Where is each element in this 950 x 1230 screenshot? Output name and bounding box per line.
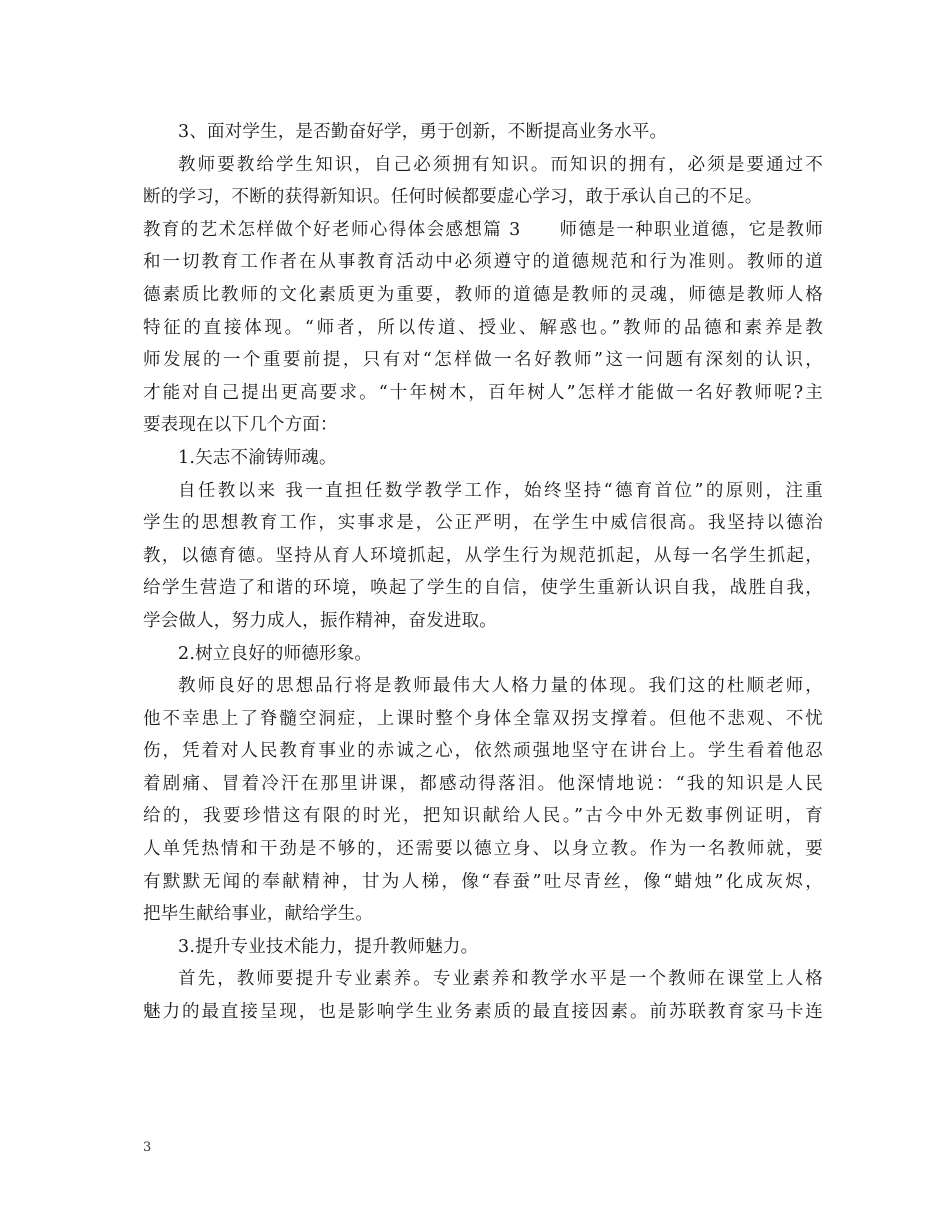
text-line: 学生的思想教育工作，实事求是，公正严明，在学生中威信很高。我坚持以德治 — [143, 513, 823, 534]
text-line: 有默默无闻的奉献精神，甘为人梯，像“春蚕”吐尽青丝，像“蜡烛”化成灰烬， — [143, 871, 823, 892]
page-number: 3 — [143, 1140, 152, 1155]
text-line: 给学生营造了和谐的环境，唤起了学生的自信，使学生重新认识自我，战胜自我， — [143, 578, 823, 599]
text-line: 教师要教给学生知识，自己必须拥有知识。而知识的拥有，必须是要通过不 — [178, 154, 823, 175]
text-line: 教育的艺术怎样做个好老师心得体会感想篇 3 师德是一种职业道德，它是教师 — [143, 219, 823, 240]
text-line: 他不幸患上了脊髓空洞症，上课时整个身体全靠双拐支撑着。但他不悲观、不忧 — [143, 708, 823, 729]
text-line: 人单凭热情和干劲是不够的，还需要以德立身、以身立教。作为一名教师就，要 — [143, 839, 823, 860]
text-line: 伤，凭着对人民教育事业的赤诚之心，依然顽强地坚守在讲台上。学生看着他忍 — [143, 741, 823, 762]
text-line: 要表现在以下几个方面： — [143, 415, 338, 436]
text-line: 1.矢志不渝铸师魂。 — [178, 447, 337, 468]
document-body — [143, 116, 823, 1029]
text-line: 3、面对学生，是否勤奋好学，勇于创新，不断提高业务水平。 — [178, 122, 668, 142]
text-line: 3.提升专业技术能力，提升教师魅力。 — [178, 936, 479, 957]
text-line: 断的学习，不断的获得新知识。任何时候都要虚心学习，敢于承认自己的不足。 — [143, 187, 763, 208]
text-line: 特征的直接体现。“师者，所以传道、授业、解惑也。”教师的品德和素养是教 — [143, 317, 823, 338]
text-line: 和一切教育工作者在从事教育活动中必须遵守的道德规范和行为准则。教师的道 — [143, 252, 823, 273]
text-line: 2.树立良好的师德形象。 — [178, 643, 373, 664]
text-line: 才能对自己提出更高要求。“十年树木，百年树人”怎样才能做一名好教师呢?主 — [143, 382, 823, 403]
text-line: 着剧痛、冒着冷汗在那里讲课，都感动得落泪。他深情地说：“我的知识是人民 — [143, 773, 823, 794]
text-line: 首先，教师要提升专业素养。专业素养和教学水平是一个教师在课堂上人格 — [178, 969, 823, 990]
text-line: 自任教以来 我一直担任数学教学工作，始终坚持“德育首位”的原则，注重 — [178, 480, 823, 501]
text-line: 魅力的最直接呈现，也是影响学生业务素质的最直接因素。前苏联教育家马卡连 — [143, 1002, 823, 1023]
text-line: 给的，我要珍惜这有限的时光，把知识献给人民。”古今中外无数事例证明，育 — [143, 806, 823, 827]
text-line: 把毕生献给事业，献给学生。 — [143, 904, 374, 925]
text-line: 教师良好的思想品行将是教师最伟大人格力量的体现。我们这的杜顺老师， — [178, 676, 823, 697]
text-line: 德素质比教师的文化素质更为重要，教师的道德是教师的灵魂，师德是教师人格 — [143, 284, 823, 305]
text-line: 学会做人，努力成人，振作精神，奋发进取。 — [143, 610, 497, 631]
text-line: 教，以德育德。坚持从育人环境抓起，从学生行为规范抓起，从每一名学生抓起， — [143, 545, 823, 566]
text-line: 师发展的一个重要前提，只有对“怎样做一名好教师”这一问题有深刻的认识， — [143, 350, 823, 371]
